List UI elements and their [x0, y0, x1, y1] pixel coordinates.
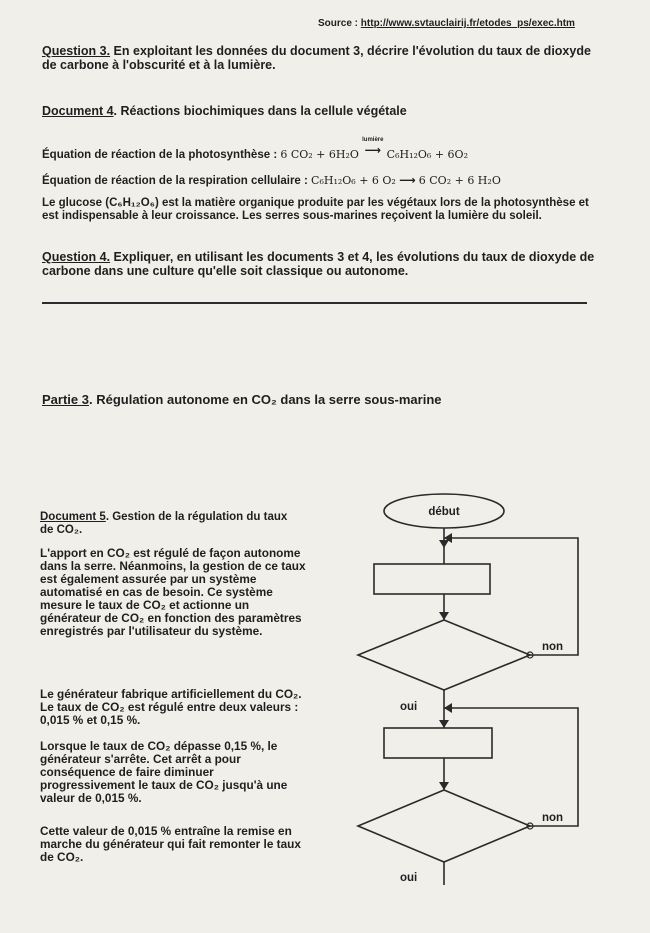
flow-yes-2-label: oui: [400, 872, 418, 884]
document-5-label: Document 5: [40, 511, 106, 523]
regulation-flowchart: [320, 490, 620, 910]
process-box-1: [374, 564, 490, 594]
photosynthesis-label: Équation de réaction de la photosynthèse :: [42, 149, 281, 161]
photosynthesis-products: C₆H₁₂O₆ + 6O₂: [386, 148, 468, 161]
respiration-arrow: ⟶: [399, 175, 416, 187]
photosynthesis-arrow: lumière ⟶: [362, 137, 384, 157]
question-4-label: Question 4.: [42, 250, 111, 264]
arrow-head-1: [439, 540, 449, 548]
arrow-head-3: [439, 720, 449, 728]
question-4-text: Expliquer, en utilisant les documents 3 et 4, les évolutions du taux de dioxyde de carbone dans une culture qu'elle soit classique ou autonome.: [42, 250, 595, 278]
respiration-reactants: C₆H₁₂O₆ + 6 O₂: [311, 174, 396, 187]
flow-yes-1-label: oui: [400, 701, 418, 713]
photosynthesis-equation: [42, 137, 468, 161]
source-label: Source :: [318, 18, 359, 29]
respiration-label: Équation de réaction de la respiration cellulaire :: [42, 175, 312, 187]
document-5-paragraph-4: Cette valeur de 0,015 % entraîne la remise en marche du générateur qui fait remonter le taux de CO₂.: [40, 824, 301, 864]
section-divider: [42, 302, 587, 304]
document-4-title: . Réactions biochimiques dans la cellule végétale: [113, 104, 407, 118]
arrow-head-loop-2: [444, 703, 452, 713]
question-3-label: Question 3.: [42, 44, 111, 58]
question-4: [42, 250, 602, 278]
flow-no-1-label: non: [542, 641, 564, 653]
part-3-label: Partie 3: [42, 392, 89, 407]
document-5-title: . Gestion de la régulation du taux de CO₂.: [40, 511, 288, 536]
source-url[interactable]: http://www.svtauclairij.fr/etodes_ps/exec.htm: [360, 18, 575, 29]
source-line: [318, 18, 575, 29]
flow-start-label: début: [428, 506, 460, 518]
document-4-label: Document 4: [42, 104, 114, 118]
document-5-paragraph-1: L'apport en CO₂ est régulé de façon autonome dans la serre. Néanmoins, la gestion de ce taux est également assurée par un système automatisé en cas de besoin. Ce système mesure le taux de CO₂ et actionne un générateur de CO₂ en fonction des paramètres enregistrés par l'utilisateur du système.: [40, 546, 306, 638]
decision-diamond-2: [358, 790, 530, 862]
respiration-products: 6 CO₂ + 6 H₂O: [418, 174, 501, 187]
part-3-title: . Régulation autonome en CO₂ dans la serre sous-marine: [88, 392, 442, 407]
question-3: [42, 44, 602, 72]
document-5-paragraph-2: Le générateur fabrique artificiellement du CO₂. Le taux de CO₂ est régulé entre deux valeurs : 0,015 % et 0,15 %.: [40, 687, 302, 727]
decision-diamond-1: [358, 620, 530, 690]
question-3-text: En exploitant les données du document 3, décrire l'évolution du taux de dioxyde de carbone à l'obscurité et à la lumière.: [42, 44, 591, 72]
loop-no-2: [444, 708, 578, 826]
document-4-heading: [42, 104, 407, 118]
document-5-heading: [40, 511, 300, 537]
loop-no-1: [444, 538, 578, 655]
photosynthesis-arrow-label: lumière: [362, 137, 384, 143]
respiration-equation: [42, 173, 501, 187]
flow-no-2-label: non: [542, 812, 564, 824]
arrow-head-4: [439, 782, 449, 790]
glucose-paragraph: Le glucose (C₆H₁₂O₆) est la matière organique produite par les végétaux lors de la photosynthèse et est indispensable à leur croissance. Les serres sous-marines reçoivent la lumière du soleil.: [42, 197, 589, 222]
part-3-heading: [42, 392, 442, 407]
photosynthesis-reactants: 6 CO₂ + 6H₂O: [280, 148, 359, 161]
process-box-2: [384, 728, 492, 758]
arrow-head-2: [439, 612, 449, 620]
document-5-paragraph-3: Lorsque le taux de CO₂ dépasse 0,15 %, le générateur s'arrête. Cet arrêt a pour conséquence de faire diminuer progressivement le taux de CO₂ jusqu'à une valeur de 0,015 %.: [40, 739, 288, 805]
